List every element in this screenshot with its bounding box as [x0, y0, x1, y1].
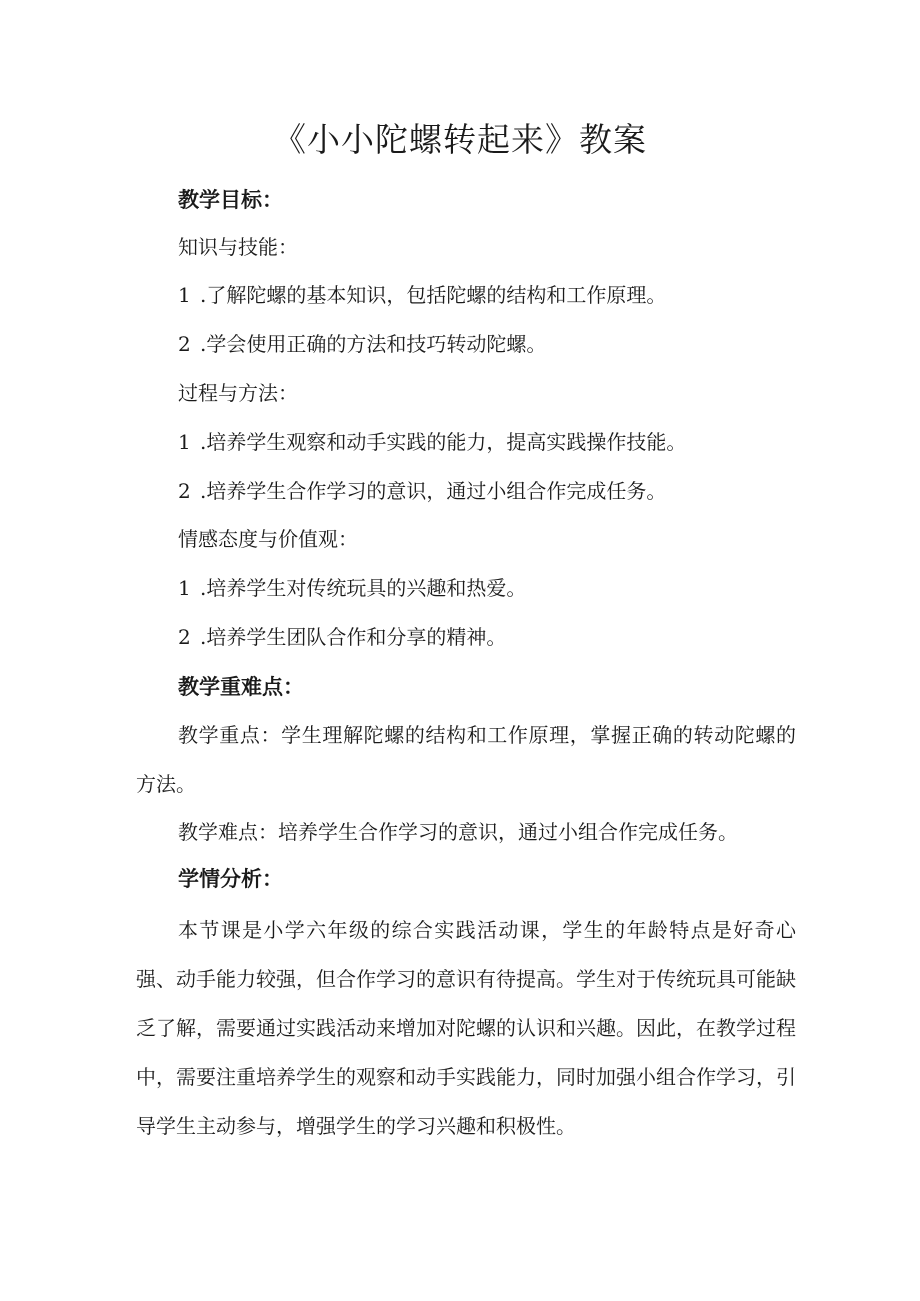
process-item-2	[178, 477, 666, 505]
item-number: 2	[178, 479, 191, 503]
document-title: 《小小陀螺转起来》教案	[273, 120, 647, 159]
item-number: 1	[178, 576, 191, 600]
key-points-heading: 教学重难点：	[178, 675, 304, 699]
item-text: .培养学生合作学习的意识，通过小组合作完成任务。	[200, 479, 667, 503]
emotion-item-2	[178, 623, 506, 651]
knowledge-label: 知识与技能：	[178, 235, 298, 259]
item-number: 2	[178, 332, 191, 356]
knowledge-item-1	[178, 281, 666, 309]
objectives-heading: 教学目标：	[178, 188, 283, 212]
item-number: 2	[178, 625, 191, 649]
key-difficulty-paragraph: 教学难点：培养学生合作学习的意识，通过小组合作完成任务。	[178, 820, 738, 844]
analysis-heading: 学情分析：	[178, 867, 283, 891]
item-text: .培养学生对传统玩具的兴趣和热爱。	[200, 576, 527, 600]
emotion-item-1	[178, 574, 526, 602]
emotion-label: 情感态度与价值观：	[178, 527, 358, 551]
analysis-paragraph: 本节课是小学六年级的综合实践活动课，学生的年龄特点是好奇心强、动手能力较强，但合作学习的意识有待提高。学生对于传统玩具可能缺乏了解，需要通过实践活动来增加对陀螺的认识和兴趣。因此，在教学过程中，需要注重培养学生的观察和动手实践能力，同时加强小组合作学习，引导学生主动参与，增强学生的学习兴趣和积极性。	[136, 918, 796, 1138]
key-focus-paragraph: 教学重点：学生理解陀螺的结构和工作原理，掌握正确的转动陀螺的方法。	[136, 723, 796, 796]
item-text: .学会使用正确的方法和技巧转动陀螺。	[200, 332, 547, 356]
item-number: 1	[178, 283, 191, 307]
process-item-1	[178, 428, 686, 456]
item-number: 1	[178, 430, 191, 454]
item-text: .培养学生团队合作和分享的精神。	[200, 625, 507, 649]
process-label: 过程与方法：	[178, 381, 298, 405]
item-text: .了解陀螺的基本知识，包括陀螺的结构和工作原理。	[200, 283, 667, 307]
knowledge-item-2	[178, 330, 546, 358]
item-text: .培养学生观察和动手实践的能力，提高实践操作技能。	[200, 430, 687, 454]
